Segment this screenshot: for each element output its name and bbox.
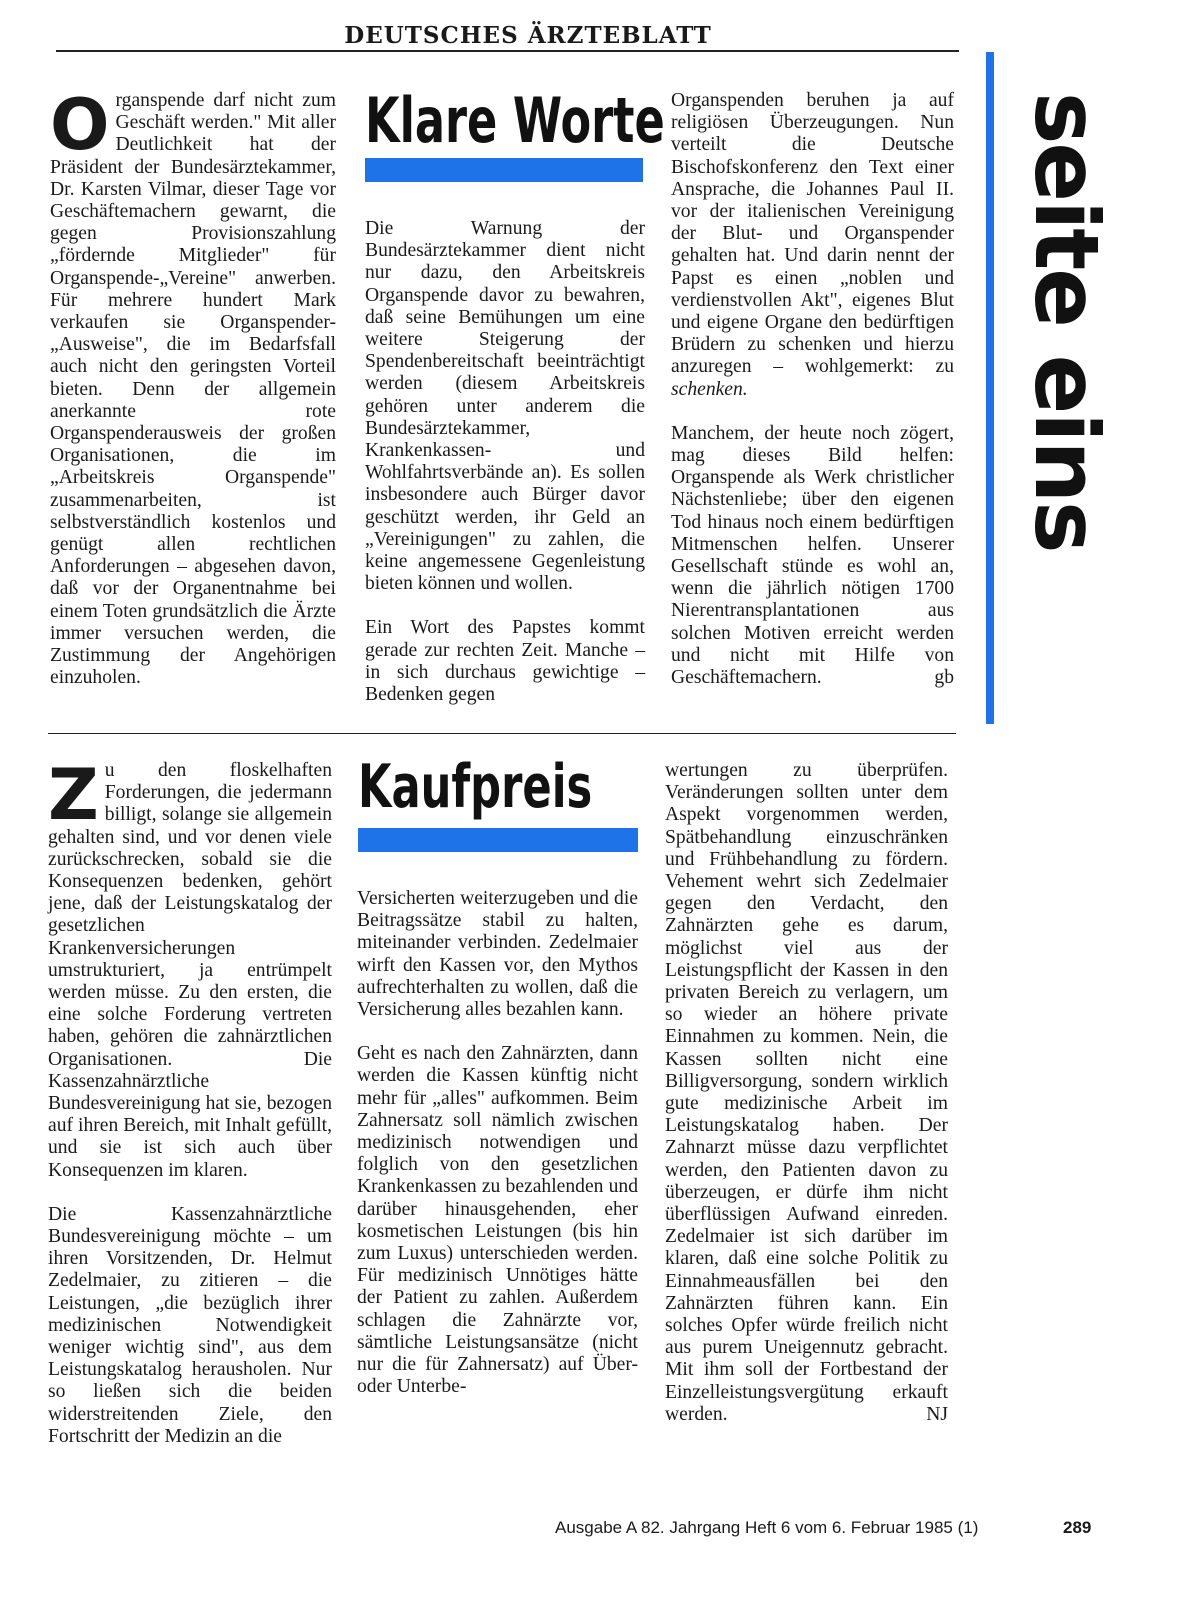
article2-col2-paragraph-1: Versicherten weiterzugeben und die Beitragssätze stabil zu halten, miteinander verbinden. Zedelmaier wirft den Kassen vor, den Mythos aufrechterhalten zu wollen, daß die Versicherung alles bezahlen kann. — [357, 888, 638, 1021]
sidebar-title: seite eins — [1015, 92, 1118, 552]
article1-col2-paragraph-1: Die Warnung der Bundesärztekammer dient nicht nur dazu, den Arbeitskreis Organspende davor zu bewahren, daß seine Bemühungen um eine weitere Steigerung der Spendenbereitschaft beeinträchtigt werden (diesem Arbeitskreis gehören unter anderem die Bundesärztekammer, Krankenkassen- und Wohlfahrtsverbände an). Es sollen insbesondere auch Bürger davor geschützt werden, ihr Geld an „Vereinigungen" zu zahlen, die keine angemessene Gegenleistung bieten können und wollen. — [365, 218, 645, 595]
article2-headline: Kaufpreis — [358, 752, 593, 822]
sidebar-blue-line — [986, 52, 994, 724]
article2-blue-bar — [358, 828, 638, 852]
article2-column-2 — [357, 888, 638, 1420]
article2-signature: NJ — [926, 1403, 948, 1425]
article2-column-3 — [665, 760, 948, 1448]
article2-col1-text: u den floskelhaften Forderungen, die jedermann billigt, solange sie allgemein gehalten sind, und vor denen viele zurückschrecken, sobald sie die Konsequenzen bedenken, gehört jene, daß der Leistungskatalog der gesetzlichen Krankenversicherungen umstrukturiert, ja entrümpelt werden müsse. Zu den ersten, die eine solche Forderung vertreten haben, gehören die zahnärztlichen Organisationen. Die Kassenzahnärztliche Bundesvereinigung hat sie, bezogen auf ihren Bereich, mit Inhalt gefüllt, und sie ist sich auch über Konsequenzen im klaren. — [48, 760, 332, 1181]
article1-col1-text: rganspende darf nicht zum Geschäft werden." Mit aller Deutlichkeit hat der Präsident der Bundesärztekammer, Dr. Karsten Vilmar, dieser Tage vor Geschäftemachern gewarnt, die gegen Provisionszahlung „fördernde Mitglieder" für Organspende-„Vereine" anwerben. Für mehrere hundert Mark verkaufen sie Organspender-„Ausweise", die im Bedarfsfall auch nicht den geringsten Vorteil bieten. Denn der allgemein anerkannte rote Organspenderausweis der großen Organisationen, die im „Arbeitskreis Organspende" zusammenarbeiten, ist selbstverständlich kostenlos und genügt allen rechtlichen Anforderungen – abgesehen davon, daß vor der Organentnahme bei einem Toten grundsätzlich die Ärzte immer versuchen werden, die Zustimmung der Angehörigen einzuholen. — [50, 90, 336, 689]
article1-col2-paragraph-2: Ein Wort des Papstes kommt gerade zur rechten Zeit. Manche – in sich durchaus gewichtige – Bedenken gegen — [365, 617, 645, 706]
article2-col1-paragraph-2: Die Kassenzahnärztliche Bundesvereinigung möchte – um ihren Vorsitzenden, Dr. Helmut Zedelmaier, zu zitieren – die Leistungen, „die bezüglich ihrer medizinischen Notwendigkeit weniger wichtig sind", aus dem Leistungskatalog herausholen. Nur so ließen sich die beiden widerstreitenden Ziele, den Fortschritt der Medizin an die — [48, 1203, 332, 1447]
article1-column-2 — [365, 218, 645, 728]
article2-column-1 — [48, 754, 332, 1470]
article1-column-3 — [671, 90, 954, 711]
footer-edition: Ausgabe A 82. Jahrgang Heft 6 vom 6. Februar 1985 (1) — [555, 1518, 979, 1537]
article1-signature: gb — [934, 667, 954, 689]
article-divider — [48, 733, 956, 734]
article1-col3-emphasis: schenken. — [671, 378, 748, 400]
masthead: DEUTSCHES ÄRZTEBLATT — [344, 22, 712, 49]
article1-blue-bar — [365, 158, 643, 182]
article1-dropcap: O — [50, 84, 110, 166]
footer-page-number: 289 — [1063, 1518, 1092, 1537]
article1-col3-paragraph-2: Manchem, der heute noch zögert, mag dieses Bild helfen: Organspende als Werk christlicher Nächstenliebe; über den eigenen Tod hinaus noch einem bedürftigen Mitmenschen helfen. Unserer Gesellschaft stünde es wohl an, wenn die jährlich nötigen 1700 Nierentransplantationen aus solchen Motiven erreicht werden und nicht mit Hilfe von Geschäftemachern. — [671, 422, 954, 689]
article1-headline: Klare Worte — [365, 84, 665, 157]
article1-col3-text: Organspenden beruhen ja auf religiösen Überzeugungen. Nun verteilt die Deutsche Bischofskonferenz den Text einer Ansprache, die Johannes Paul II. vor der italienischen Vereinigung der Blut- und Organspender gehalten hat. Und darin nennt der Papst es einen „noblen und verdienstvollen Akt", eigenes Blut und eigene Organe den bedürftigen Brüdern zu schenken und hierzu anzuregen – wohlgemerkt: zu — [671, 90, 954, 378]
article2-dropcap: Z — [48, 754, 99, 836]
article2-col3-text: wertungen zu überprüfen. Veränderungen sollten unter dem Aspekt vorgenommen werden, Spätbehandlung einzuschränken und Frühbehandlung zu fördern. Vehement wehrt sich Zedelmaier gegen den Verdacht, den Zahnärzten gehe es darum, möglichst viel aus der Leistungspflicht der Kassen in den privaten Bereich zu verlagern, um so wieder an höhere private Einnahmen zu kommen. Nein, die Kassen sollten nicht eine Billigversorgung, sondern wirklich gute medizinische Arbeit im Leistungskatalog haben. Der Zahnarzt müsse dazu verpflichtet werden, den Patienten davon zu überzeugen, er dürfe ihm nicht überflüssigen Aufwand einreden. Zedelmaier ist sich darüber im klaren, daß eine solche Politik zu Einnahmeausfällen bei den Zahnärzten führen kann. Ein solches Opfer würde freilich nicht aus purem Uneigennutz gebracht. Mit ihm soll der Fortbestand der Einzelleistungsvergütung erkauft werden. — [665, 760, 948, 1425]
masthead-rule — [56, 50, 959, 52]
article1-column-1 — [50, 84, 336, 711]
article2-col2-paragraph-2: Geht es nach den Zahnärzten, dann werden die Kassen künftig nicht mehr für „alles" aufkommen. Beim Zahnersatz soll nämlich zwischen medizinisch notwendigen und folglich von den gesetzlichen Krankenkassen zu bezahlenden und darüber hinausgehenden, eher kosmetischen Leistungen (bis hin zum Luxus) unterschieden werden. Für medizinisch Unnötiges hätte der Patient zu zahlen. Außerdem schlagen die Zahnärzte vor, sämtliche Leistungsansätze (nicht nur die für Zahnersatz) auf Über- oder Unterbe- — [357, 1043, 638, 1398]
